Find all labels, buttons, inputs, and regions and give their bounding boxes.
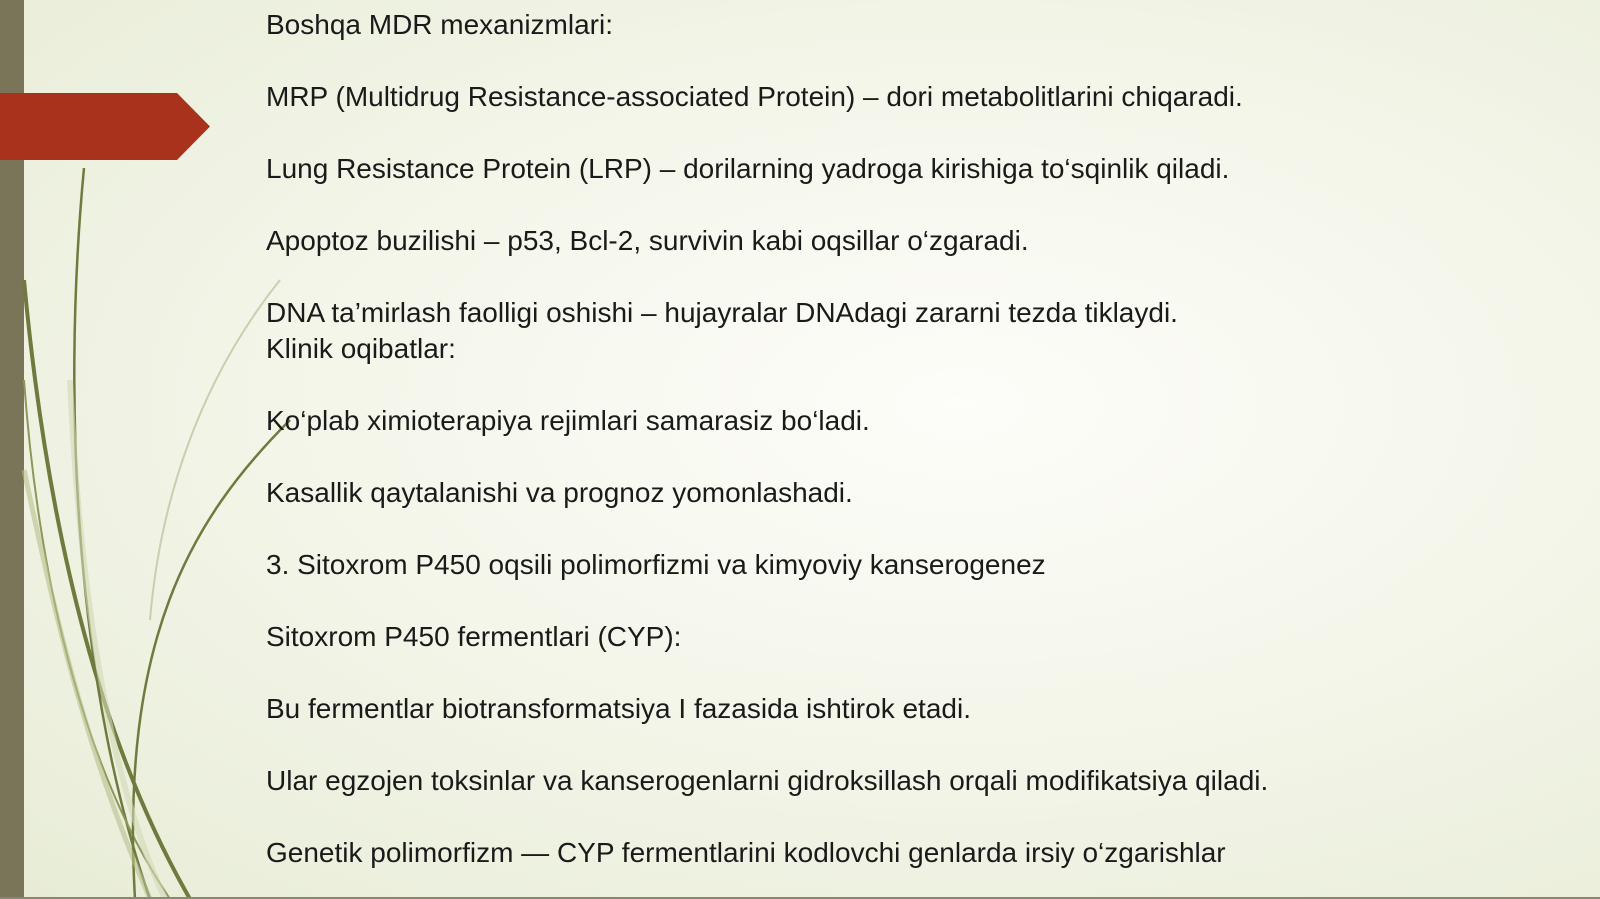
red-arrow-tab xyxy=(0,93,210,160)
text-line-2: MRP (Multidrug Resistance-associated Protein) – dori metabolitlarini chiqaradi. xyxy=(266,81,1243,112)
text-line-4: Apoptoz buzilishi – p53, Bcl-2, survivin kabi oqsillar o‘zgaradi. xyxy=(266,225,1029,256)
text-line-9: 3. Sitoxrom P450 oqsili polimorfizmi va kimyoviy kanserogenez xyxy=(266,549,1046,580)
text-line-3: Lung Resistance Protein (LRP) – dorilarning yadroga kirishiga to‘sqinlik qiladi. xyxy=(266,153,1230,184)
text-line-10: Sitoxrom P450 fermentlari (CYP): xyxy=(266,621,682,652)
text-line-1: Boshqa MDR mexanizmlari: xyxy=(266,9,613,40)
text-line-8: Kasallik qaytalanishi va prognoz yomonlashadi. xyxy=(266,477,853,508)
text-line-7: Ko‘plab ximioterapiya rejimlari samarasiz bo‘ladi. xyxy=(266,405,870,436)
text-line-6: Klinik oqibatlar: xyxy=(266,333,456,364)
text-line-12: Ular egzojen toksinlar va kanserogenlarni gidroksillash orqali modifikatsiya qiladi. xyxy=(266,765,1269,796)
text-line-11: Bu fermentlar biotransformatsiya I fazasida ishtirok etadi. xyxy=(266,693,971,724)
text-line-13: Genetik polimorfizm — CYP fermentlarini kodlovchi genlarda irsiy o‘zgarishlar xyxy=(266,837,1226,868)
text-line-5: DNA ta’mirlash faolligi oshishi – hujayralar DNAdagi zararni tezda tiklaydi. xyxy=(266,297,1178,328)
